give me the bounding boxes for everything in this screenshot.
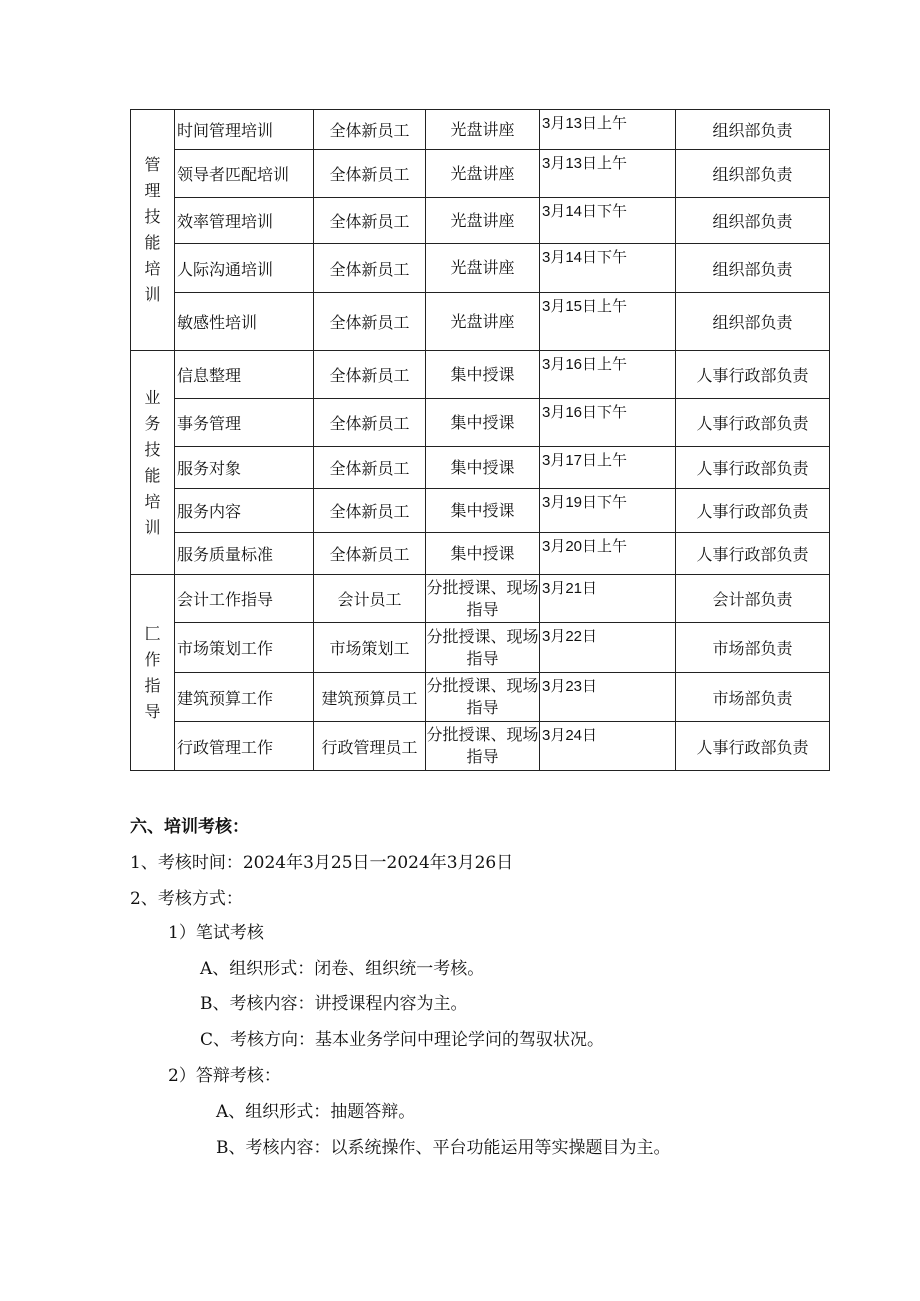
owner-cell: 组织部负责 xyxy=(676,110,830,150)
course-cell: 服务质量标准 xyxy=(175,533,314,575)
time-cell: 3月13日上午 xyxy=(540,150,676,198)
table-row xyxy=(131,533,830,575)
time-cell: 3月21日 xyxy=(540,575,676,623)
oral-exam-heading: 2）答辩考核： xyxy=(168,1066,281,1086)
owner-cell: 市场部负责 xyxy=(676,673,830,722)
exam-time-line: 1、考核时间：2024年3月25日一2024年3月26日 xyxy=(130,853,514,873)
course-cell: 信息整理 xyxy=(175,351,314,399)
owner-cell: 市场部负责 xyxy=(676,623,830,673)
method-cell: 集中授课 xyxy=(426,533,540,575)
time-cell: 3月14日下午 xyxy=(540,198,676,244)
method-cell: 分批授课、现场指导 xyxy=(426,623,540,673)
attendees-cell: 全体新员工 xyxy=(314,489,426,533)
owner-cell: 人事行政部负责 xyxy=(676,447,830,489)
attendees-cell: 全体新员工 xyxy=(314,399,426,447)
course-cell: 建筑预算工作 xyxy=(175,673,314,722)
method-cell: 光盘讲座 xyxy=(426,293,540,351)
table-row xyxy=(131,198,830,244)
attendees-cell: 全体新员工 xyxy=(314,351,426,399)
time-cell: 3月17日上午 xyxy=(540,447,676,489)
method-cell: 集中授课 xyxy=(426,489,540,533)
time-cell: 3月22日 xyxy=(540,623,676,673)
attendees-cell: 建筑预算员工 xyxy=(314,673,426,722)
method-cell: 分批授课、现场指导 xyxy=(426,575,540,623)
course-cell: 事务管理 xyxy=(175,399,314,447)
written-exam-form: A、组织形式：闭卷、组织统一考核。 xyxy=(200,959,485,979)
course-cell: 效率管理培训 xyxy=(175,198,314,244)
time-cell: 3月15日上午 xyxy=(540,293,676,351)
written-exam-direction: C、考核方向：基本业务学问中理论学问的驾驭状况。 xyxy=(200,1030,605,1050)
method-cell: 光盘讲座 xyxy=(426,150,540,198)
owner-cell: 组织部负责 xyxy=(676,293,830,351)
category-label: 管理技能培训 xyxy=(144,155,161,304)
method-cell: 分批授课、现场指导 xyxy=(426,722,540,771)
table-row xyxy=(131,575,830,623)
attendees-cell: 全体新员工 xyxy=(314,150,426,198)
exam-method-line: 2、考核方式： xyxy=(130,889,243,909)
owner-cell: 组织部负责 xyxy=(676,244,830,293)
owner-cell: 人事行政部负责 xyxy=(676,722,830,771)
attendees-cell: 全体新员工 xyxy=(314,533,426,575)
course-cell: 行政管理工作 xyxy=(175,722,314,771)
course-cell: 人际沟通培训 xyxy=(175,244,314,293)
attendees-cell: 全体新员工 xyxy=(314,244,426,293)
category-label: 匚作指导 xyxy=(144,623,161,721)
owner-cell: 人事行政部负责 xyxy=(676,489,830,533)
attendees-cell: 全体新员工 xyxy=(314,198,426,244)
training-schedule-table xyxy=(130,109,830,771)
oral-exam-form: A、组织形式：抽题答辩。 xyxy=(216,1102,416,1122)
course-cell: 领导者匹配培训 xyxy=(175,150,314,198)
time-cell: 3月24日 xyxy=(540,722,676,771)
category-cell xyxy=(131,110,175,351)
written-exam-content: B、考核内容：讲授课程内容为主。 xyxy=(200,994,468,1014)
time-cell: 3月19日下午 xyxy=(540,489,676,533)
attendees-cell: 行政管理员工 xyxy=(314,722,426,771)
table-row xyxy=(131,623,830,673)
method-cell: 集中授课 xyxy=(426,351,540,399)
method-cell: 光盘讲座 xyxy=(426,110,540,150)
method-cell: 光盘讲座 xyxy=(426,244,540,293)
method-cell: 光盘讲座 xyxy=(426,198,540,244)
table-row xyxy=(131,399,830,447)
section-title: 六、培训考核： xyxy=(130,817,249,837)
category-cell xyxy=(131,351,175,575)
oral-exam-content: B、考核内容：以系统操作、平台功能运用等实操题目为主。 xyxy=(216,1138,671,1158)
course-cell: 会计工作指导 xyxy=(175,575,314,623)
table-row xyxy=(131,447,830,489)
time-cell: 3月14日下午 xyxy=(540,244,676,293)
course-cell: 敏感性培训 xyxy=(175,293,314,351)
method-cell: 分批授课、现场指导 xyxy=(426,673,540,722)
attendees-cell: 全体新员工 xyxy=(314,110,426,150)
table-row xyxy=(131,489,830,533)
course-cell: 服务内容 xyxy=(175,489,314,533)
course-cell: 服务对象 xyxy=(175,447,314,489)
course-cell: 市场策划工作 xyxy=(175,623,314,673)
table-row xyxy=(131,293,830,351)
time-cell: 3月16日上午 xyxy=(540,351,676,399)
written-exam-heading: 1）笔试考核 xyxy=(168,923,264,943)
table-row xyxy=(131,150,830,198)
table-row xyxy=(131,722,830,771)
owner-cell: 会计部负责 xyxy=(676,575,830,623)
table-row xyxy=(131,351,830,399)
time-cell: 3月13日上午 xyxy=(540,110,676,150)
category-cell xyxy=(131,575,175,771)
owner-cell: 人事行政部负责 xyxy=(676,533,830,575)
owner-cell: 组织部负责 xyxy=(676,198,830,244)
time-cell: 3月23日 xyxy=(540,673,676,722)
method-cell: 集中授课 xyxy=(426,447,540,489)
attendees-cell: 全体新员工 xyxy=(314,447,426,489)
owner-cell: 人事行政部负责 xyxy=(676,351,830,399)
table-row xyxy=(131,110,830,150)
category-label: 业务技能培训 xyxy=(144,387,161,537)
attendees-cell: 市场策划工 xyxy=(314,623,426,673)
method-cell: 集中授课 xyxy=(426,399,540,447)
owner-cell: 人事行政部负责 xyxy=(676,399,830,447)
owner-cell: 组织部负责 xyxy=(676,150,830,198)
time-cell: 3月20日上午 xyxy=(540,533,676,575)
course-cell: 时间管理培训 xyxy=(175,110,314,150)
table-row xyxy=(131,673,830,722)
table-row xyxy=(131,244,830,293)
attendees-cell: 会计员工 xyxy=(314,575,426,623)
schedule-body xyxy=(131,110,830,771)
attendees-cell: 全体新员工 xyxy=(314,293,426,351)
time-cell: 3月16日下午 xyxy=(540,399,676,447)
